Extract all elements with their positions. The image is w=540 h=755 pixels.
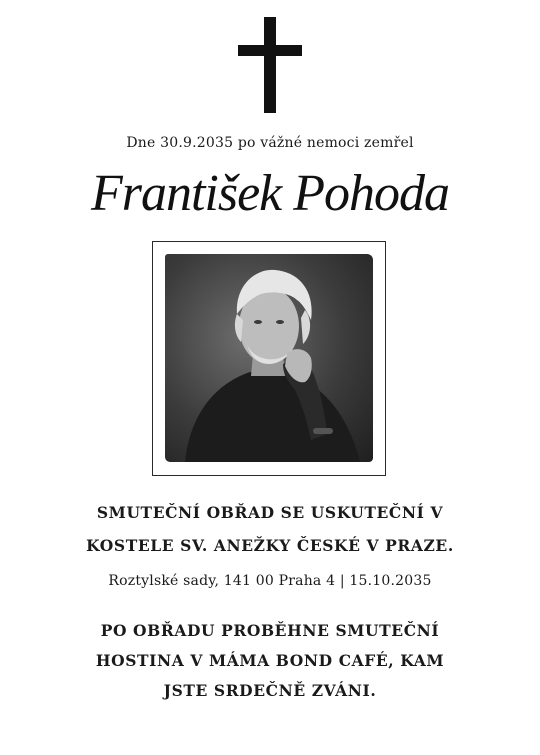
reception-line: JSTE SRDEČNĚ ZVÁNI.: [163, 681, 377, 700]
reception-line: HOSTINA V MÁMA BOND CAFÉ, KAM: [95, 651, 445, 670]
death-announcement: Dne 30.9.2035 po vážné nemoci zemřel: [126, 135, 414, 151]
reception-info: [0, 616, 540, 706]
ceremony-line: KOSTELE SV. ANEŽKY ČESKÉ V PRAZE.: [86, 536, 454, 555]
deceased-name: František Pohoda: [90, 165, 450, 222]
portrait-photo: [165, 254, 373, 462]
reception-line: PO OBŘADU PROBĚHNE SMUTEČNÍ: [100, 621, 440, 640]
ceremony-address-date: Roztylské sady, 141 00 Praha 4 | 15.10.2035: [108, 573, 432, 589]
cross-icon: [238, 17, 302, 113]
ceremony-info: [0, 496, 540, 562]
ceremony-line: SMUTEČNÍ OBŘAD SE USKUTEČNÍ V: [96, 503, 444, 522]
portrait-frame: [152, 241, 386, 476]
